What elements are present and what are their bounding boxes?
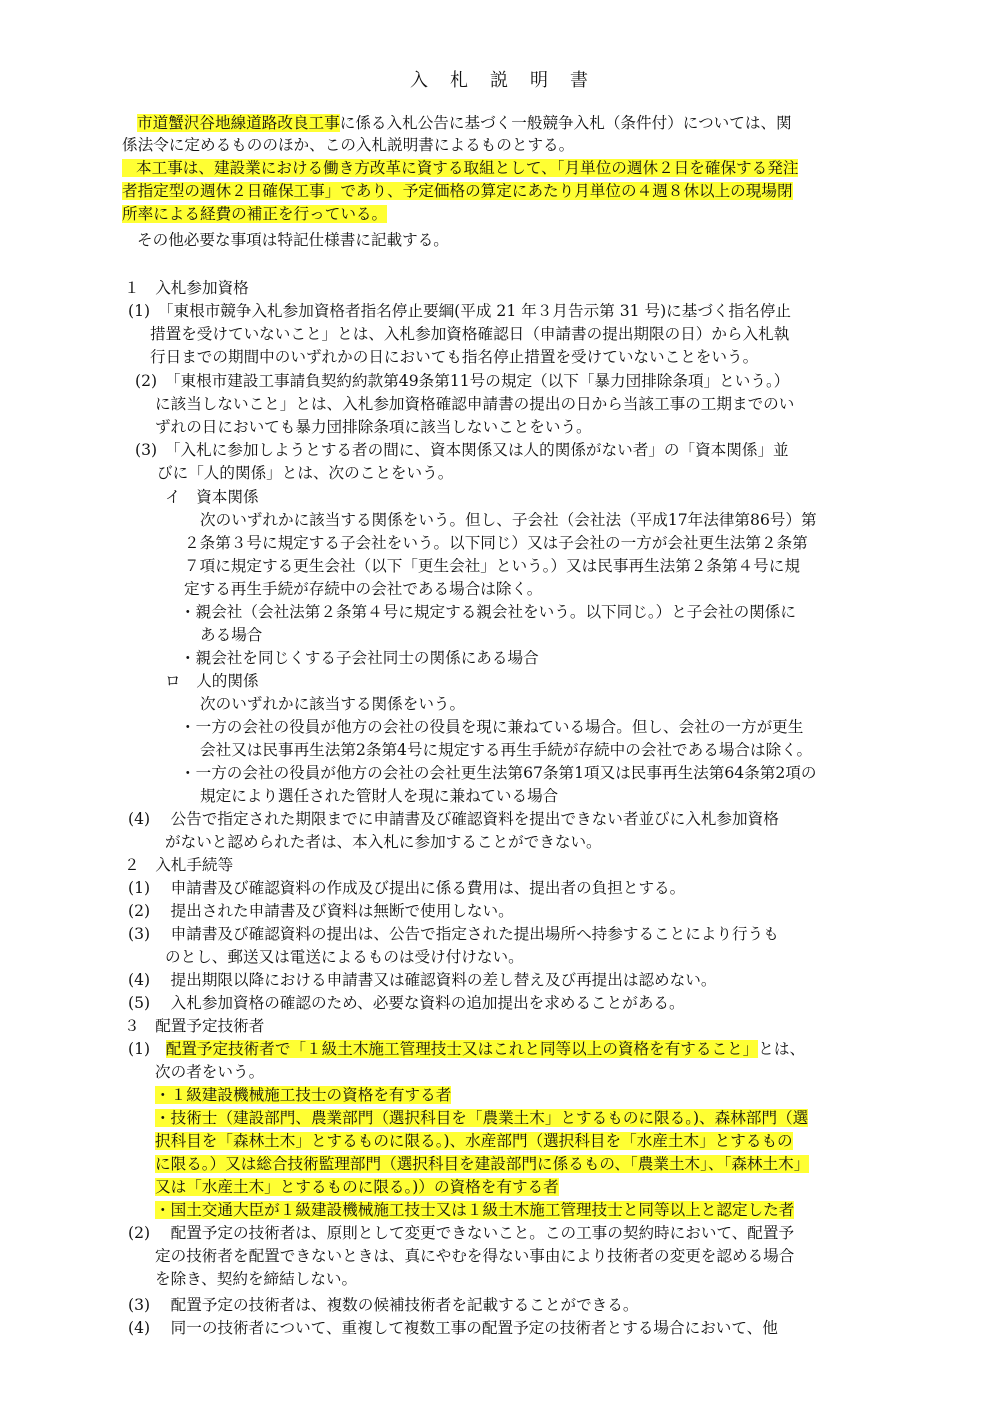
sec1-item-3-line-2: びに「人的関係」とは、次のことをいう。	[157, 464, 454, 482]
sec2-item-3-line-1: (3) 申請書及び確認資料の提出は、公告で指定された提出場所へ持参することにより行うも	[128, 925, 779, 943]
sec1-item-4-line-2: がないと認められた者は、本入札に参加することができない。	[165, 833, 602, 851]
sec3-bullet-2-line-1: ・技術士（建設部門、農業部門（選択科目を「農業土木」とするものに限る。)、森林部門（選	[155, 1109, 809, 1127]
sec3-item-1-line-2: 次の者をいう。	[155, 1063, 265, 1081]
section-1-heading: １ 入札参加資格	[124, 279, 249, 297]
subsection-i-bullet-1-line-1: ・親会社（会社法第２条第４号に規定する親会社をいう。以下同じ。）と子会社の関係に	[180, 603, 796, 621]
sec2-item-4: (4) 提出期限以降における申請書又は確認資料の差し替え及び再提出は認めない。	[128, 971, 717, 989]
subsection-i-line-1: 次のいずれかに該当する関係をいう。但し、子会社（会社法（平成17年法律第86号）第	[200, 511, 817, 529]
sec3-bullet-1: ・１級建設機械施工技士の資格を有する者	[155, 1086, 452, 1104]
intro-paragraph-2-line-2: 者指定型の週休２日確保工事」であり、予定価格の算定にあたり月単位の４週８休以上の現場閉	[122, 182, 793, 200]
intro-paragraph-1-line-2: 係法令に定めるもののほか、この入札説明書によるものとする。	[122, 136, 575, 154]
subsection-ro-bullet-2-line-1: ・一方の会社の役員が他方の会社の会社更生法第67条第1項又は民事再生法第64条第2項の	[180, 764, 817, 782]
sec3-item-2-line-2: 定の技術者を配置できないときは、真にやむを得ない事由により技術者の変更を認める場合	[155, 1247, 795, 1265]
subsection-ro-line-1: 次のいずれかに該当する関係をいう。	[200, 695, 466, 713]
subsection-ro-bullet-2-line-2: 規定により選任された管財人を現に兼ねている場合	[200, 787, 559, 805]
sec1-item-1-line-3: 行日までの期間中のいずれかの日においても指名停止措置を受けていないことをいう。	[150, 348, 759, 366]
subsection-i-bullet-1-line-2: ある場合	[200, 626, 263, 644]
sec1-item-2-line-3: ずれの日においても暴力団排除条項に該当しないことをいう。	[155, 418, 592, 436]
section-3-heading: ３ 配置予定技術者	[124, 1017, 265, 1035]
sec1-item-1-line-1: (1) 「東根市競争入札参加資格者指名停止要綱(平成 21 年３月告示第 31 号)に基づく指名停止	[128, 302, 791, 320]
subsection-i-heading: イ 資本関係	[165, 488, 259, 506]
subsection-i-line-4: 定する再生手続が存続中の会社である場合は除く。	[184, 580, 543, 598]
sec3-bullet-2-line-4: 又は「水産土木」とするものに限る。)）の資格を有する者	[155, 1178, 559, 1196]
sec3-item-1-line-1: (1) 配置予定技術者で「１級土木施工管理技士又はこれと同等以上の資格を有すること」とは、	[128, 1040, 806, 1058]
sec1-item-2-line-1: (2) 「東根市建設工事請負契約約款第49条第11号の規定（以下「暴力団排除条項」という。）	[135, 372, 790, 390]
sec3-bullet-2-line-3: に限る。）又は総合技術監理部門（選択科目を建設部門に係るもの、「農業土木」、「森林土木」	[155, 1155, 810, 1173]
sec3-item-4: (4) 同一の技術者について、重複して複数工事の配置予定の技術者とする場合において、他	[128, 1319, 778, 1337]
intro-paragraph-1-line-1: 市道蟹沢谷地線道路改良工事に係る入札公告に基づく一般競争入札（条件付）については、関	[137, 114, 792, 132]
sec2-item-5: (5) 入札参加資格の確認のため、必要な資料の追加提出を求めることがある。	[128, 994, 685, 1012]
sec1-item-4-line-1: (4) 公告で指定された期限までに申請書及び確認資料を提出できない者並びに入札参加資格	[128, 810, 779, 828]
sec3-item-2-line-3: を除き、契約を締結しない。	[155, 1270, 358, 1288]
document-title: 入 札 説 明 書	[410, 70, 590, 91]
section-2-heading: ２ 入札手続等	[124, 856, 234, 874]
subsection-i-bullet-2: ・親会社を同じくする子会社同士の関係にある場合	[180, 649, 539, 667]
sec3-item-2-line-1: (2) 配置予定の技術者は、原則として変更できないこと。この工事の契約時において、配置予	[128, 1224, 795, 1242]
sec3-bullet-3: ・国土交通大臣が１級建設機械施工技士又は１級土木施工管理技士と同等以上と認定した者	[155, 1201, 795, 1219]
subsection-i-line-3: ７項に規定する更生会社（以下「更生会社」という。）又は民事再生法第２条第４号に規	[184, 557, 800, 575]
intro-paragraph-3: その他必要な事項は特記仕様書に記載する。	[137, 231, 449, 249]
subsection-i-line-2: ２条第３号に規定する子会社をいう。以下同じ）又は子会社の一方が会社更生法第２条第	[184, 534, 808, 552]
sec1-item-2-line-2: に該当しないこと」とは、入札参加資格確認申請書の提出の日から当該工事の工期までのい	[155, 395, 795, 413]
sec3-bullet-2-line-2: 択科目を「森林土木」とするものに限る。)、水産部門（選択科目を「水産土木」とするもの	[155, 1132, 793, 1150]
sec2-item-2: (2) 提出された申請書及び資料は無断で使用しない。	[128, 902, 514, 920]
project-name-highlight: 市道蟹沢谷地線道路改良工事	[137, 114, 340, 132]
sec3-item-3: (3) 配置予定の技術者は、複数の候補技術者を記載することができる。	[128, 1296, 639, 1314]
sec1-item-3-line-1: (3) 「入札に参加しようとする者の間に、資本関係又は人的関係がない者」の「資本関係」並	[135, 441, 789, 459]
subsection-ro-bullet-1-line-1: ・一方の会社の役員が他方の会社の役員を現に兼ねている場合。但し、会社の一方が更生	[180, 718, 804, 736]
sec1-item-1-line-2: 措置を受けていないこと」とは、入札参加資格確認日（申請書の提出期限の日）から入札執	[150, 325, 790, 343]
subsection-ro-heading: ロ 人的関係	[165, 672, 259, 690]
sec2-item-3-line-2: のとし、郵送又は電送によるものは受け付けない。	[165, 948, 524, 966]
intro-paragraph-2-line-1: 本工事は、建設業における働き方改革に資する取組として、「月単位の週休２日を確保する発注	[122, 157, 798, 179]
sec2-item-1: (1) 申請書及び確認資料の作成及び提出に係る費用は、提出者の負担とする。	[128, 879, 686, 897]
qualification-highlight: 配置予定技術者で「１級土木施工管理技士又はこれと同等以上の資格を有すること」	[165, 1040, 759, 1058]
subsection-ro-bullet-1-line-2: 会社又は民事再生法第2条第4号に規定する再生手続が存続中の会社である場合は除く。	[200, 741, 813, 759]
intro-paragraph-2-line-3: 所率による経費の補正を行っている。	[122, 205, 388, 223]
